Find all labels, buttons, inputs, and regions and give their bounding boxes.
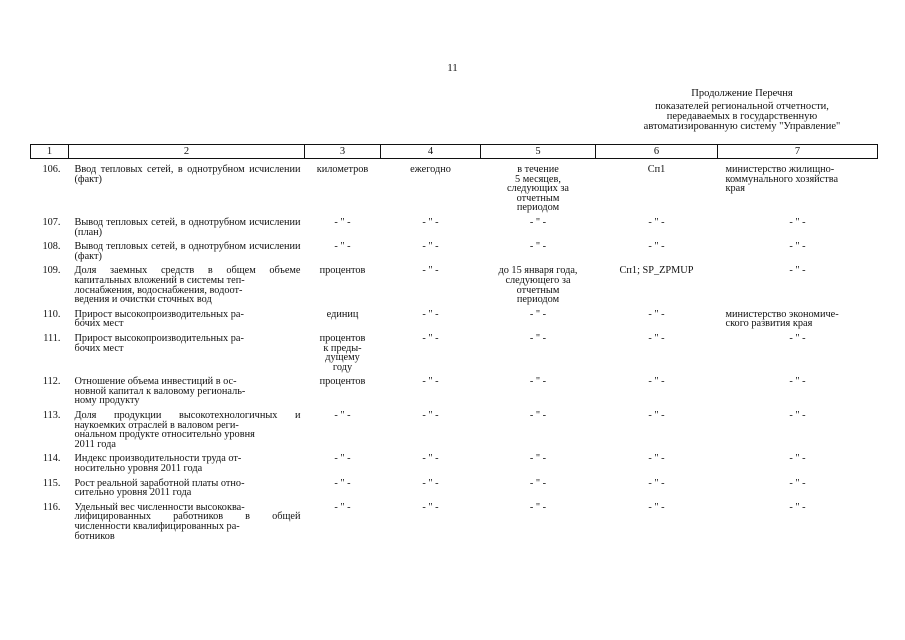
form: - " - [648,453,665,465]
agency: - " - [789,332,806,344]
period: - " - [422,241,439,253]
form: - " - [648,241,665,253]
column-header: 6 [596,145,718,159]
caption-line: передаваемых в государственную [666,111,818,122]
caption-line: показателей региональной отчетности, [655,101,829,112]
term: - " - [529,501,547,513]
agency: министерство жилищно- коммунального хозяйства края [725,164,839,195]
period: - " - [422,332,439,344]
agency: - " - [789,501,806,513]
table-row [31,213,878,237]
row-number: 107. [42,216,61,228]
term: - " - [529,376,547,388]
period: - " - [422,410,439,422]
agency: - " - [789,265,806,277]
term: - " - [529,308,547,320]
indicator-name: Ввод тепловых сетей, в однотрубном исчислении (факт) [74,164,301,185]
term: - " - [529,216,547,228]
unit: километров [316,164,369,175]
row-number: 113. [42,410,61,422]
indicator-name: Рост реальной заработной платы отно- сительно уровня 2011 года [74,477,245,499]
table-row [31,329,878,372]
term: - " - [529,241,547,253]
unit: единиц [326,308,359,320]
period: - " - [422,216,439,228]
indicator-name: Доля заемных средств в общем объеме капитальных вложений в системы теп- лоснабжения, водоснабжения, водоот- ведения и очистки сточных вод [74,265,301,306]
table-row [31,305,878,329]
row-number: 115. [42,477,61,489]
table-body [31,159,878,542]
table-row [31,498,878,541]
row-number: 111. [43,332,61,344]
column-number-row [31,145,878,159]
period: - " - [422,453,439,465]
page-number: 11 [447,62,458,74]
unit: процентов [319,265,366,277]
table-row [31,449,878,473]
unit: - " - [334,216,351,228]
row-number: 106. [42,164,61,175]
form: - " - [648,216,665,228]
period: - " - [422,477,439,489]
table-row [31,406,878,449]
indicator-name: Индекс производительности труда от- носительно уровня 2011 года [74,453,242,475]
column-header: 3 [305,145,381,159]
indicator-name: Прирост высокопроизводительных ра- бочих мест [74,332,244,354]
form: - " - [648,477,665,489]
form: Сп1; SP_ZPMUP [619,265,694,277]
agency: - " - [789,477,806,489]
indicator-name: Вывод тепловых сетей, в однотрубном исчислении (план) [74,216,301,238]
period: - " - [422,376,439,388]
row-number: 116. [42,501,61,513]
period: - " - [422,501,439,513]
agency: - " - [789,410,806,422]
period: - " - [422,265,439,277]
caption-line: автоматизированную систему "Управление" [643,121,841,132]
row-number: 108. [42,241,61,253]
indicator-name: Удельный вес численности высококва- лифицированных работников в общей численности квалифицированных ра- ботников [74,501,301,542]
period: - " - [422,308,439,320]
column-header: 1 [31,145,69,159]
indicator-name: Доля продукции высокотехнологичных и наукоемких отраслей в валовом реги- ональном продукте относительно уровня 2011 года [74,410,301,450]
indicators-table [30,144,878,541]
agency: министерство экономиче- ского развития края [725,308,839,330]
form: - " - [648,308,665,320]
unit: - " - [334,477,351,489]
unit: процентов к преды- дущему году [319,332,366,373]
period: ежегодно [410,164,451,175]
column-header: 4 [381,145,481,159]
row-number: 110. [42,308,61,320]
agency: - " - [789,216,806,228]
form: - " - [648,501,665,513]
caption-line: Продолжение Перечня [691,88,793,99]
indicator-name: Вывод тепловых сетей, в однотрубном исчислении (факт) [74,241,301,262]
form: - " - [648,332,665,344]
table-row [31,237,878,261]
term: - " - [529,477,547,489]
agency: - " - [789,241,806,253]
form: - " - [648,376,665,388]
column-header: 5 [481,145,596,159]
unit: - " - [334,410,351,422]
unit: процентов [319,376,366,388]
row-number: 109. [42,265,61,277]
term: до 15 января года, следующего за отчетным периодом [498,265,578,306]
column-header: 2 [69,145,305,159]
table-row [31,372,878,406]
table-row [31,159,878,213]
unit: - " - [334,453,351,465]
unit: - " - [334,501,351,513]
term: в течение 5 месяцев, следующих за отчетным периодом [506,164,570,214]
term: - " - [529,332,547,344]
agency: - " - [789,376,806,388]
table-row [31,474,878,498]
form: - " - [648,410,665,422]
row-number: 112. [42,376,61,388]
unit: - " - [334,241,351,253]
term: - " - [529,453,547,465]
row-number: 114. [42,453,61,465]
indicator-name: Прирост высокопроизводительных ра- бочих мест [74,308,244,330]
term: - " - [529,410,547,422]
form: Сп1 [647,164,666,175]
agency: - " - [789,453,806,465]
table-row [31,261,878,304]
table-caption [602,89,882,132]
column-header: 7 [718,145,878,159]
indicator-name: Отношение объема инвестиций в ос- новной капитал к валовому региональ- ному продукту [74,376,246,407]
